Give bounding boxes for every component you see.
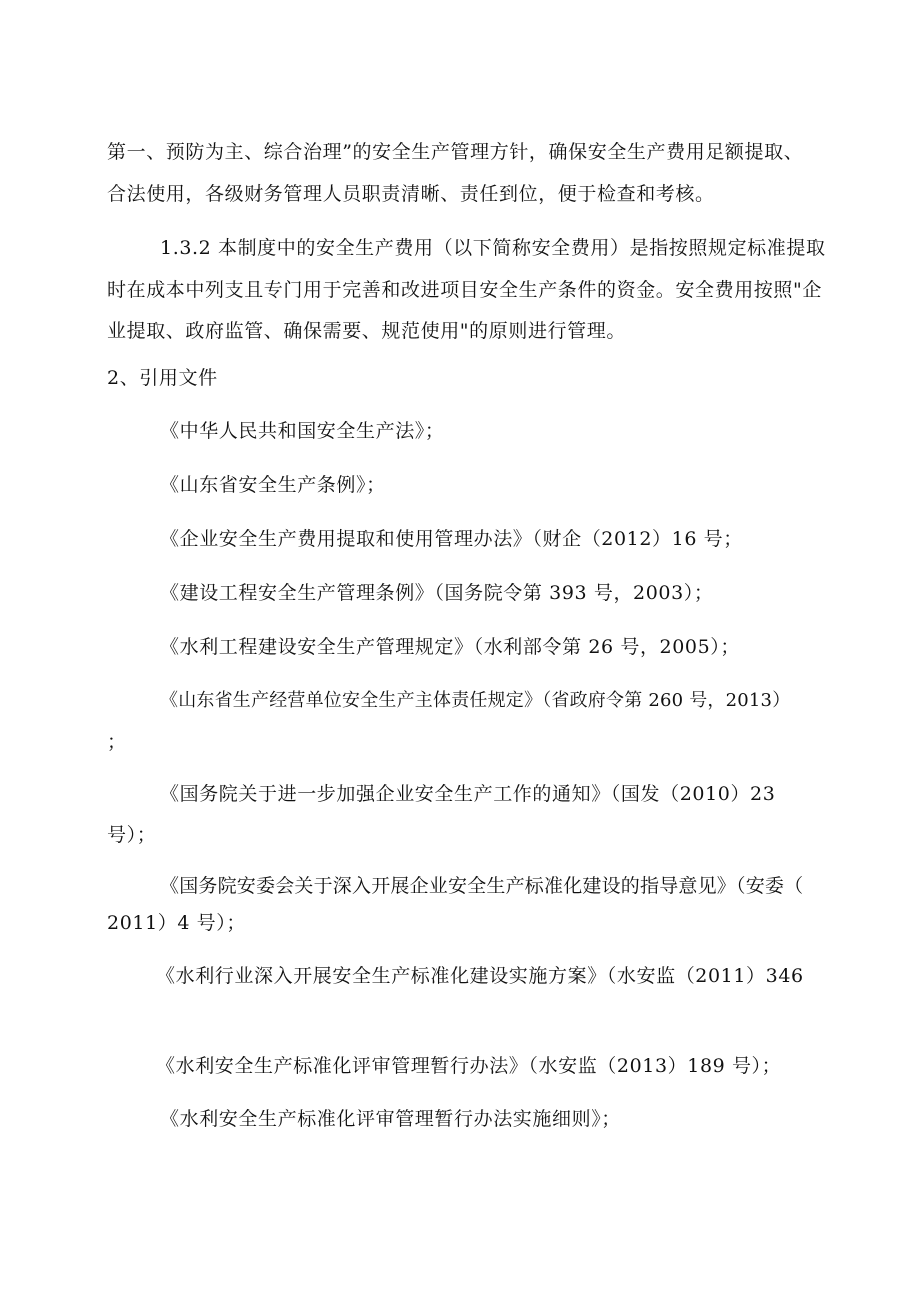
reference-item-8-line-1: 《国务院安委会关于深入开展企业安全生产标准化建设的指导意见》（安委（	[160, 875, 804, 897]
reference-item-6-line-1: 《山东省生产经营单位安全生产主体责任规定》（省政府令第 260 号，2013）	[160, 690, 791, 711]
reference-item-10: 《水利安全生产标准化评审管理暂行办法》（水安监（2013）189 号）；	[156, 1055, 782, 1077]
reference-item-8-line-2: 2011）4 号）；	[107, 912, 246, 934]
section-heading: 2、引用文件	[107, 367, 218, 389]
reference-item-7-line-1: 《国务院关于进一步加强企业安全生产工作的通知》（国发（2010）23	[160, 783, 776, 805]
reference-item-2: 《山东省安全生产条例》；	[160, 474, 386, 496]
paragraph-1-line-1: 第一、预防为主、综合治理”的安全生产管理方针，确保安全生产费用足额提取、	[107, 141, 804, 163]
reference-item-9: 《水利行业深入开展安全生产标准化建设实施方案》（水安监（2011）346	[156, 965, 804, 987]
reference-item-3: 《企业安全生产费用提取和使用管理办法》（财企（2012）16 号；	[160, 528, 743, 550]
paragraph-2-line-3: 业提取、政府监管、确保需要、规范使用"的原则进行管理。	[107, 320, 626, 342]
reference-item-11: 《水利安全生产标准化评审管理暂行办法实施细则》；	[160, 1108, 621, 1130]
paragraph-2-line-1: 1.3.2 本制度中的安全生产费用（以下简称安全费用）是指按照规定标准提取	[160, 237, 826, 259]
paragraph-1-line-2: 合法使用，各级财务管理人员职责清晰、责任到位，便于检查和考核。	[107, 183, 715, 205]
reference-item-5: 《水利工程建设安全生产管理规定》（水利部令第 26 号，2005）；	[160, 636, 741, 658]
paragraph-2-line-2: 时在成本中列支且专门用于完善和改进项目安全生产条件的资金。安全费用按照"企	[107, 279, 822, 301]
reference-item-1: 《中华人民共和国安全生产法》；	[160, 420, 445, 442]
reference-item-7-line-2: 号）；	[107, 824, 157, 846]
reference-item-6-line-2: ；	[107, 731, 127, 753]
reference-item-4: 《建设工程安全生产管理条例》（国务院令第 393 号，2003）；	[160, 582, 714, 604]
